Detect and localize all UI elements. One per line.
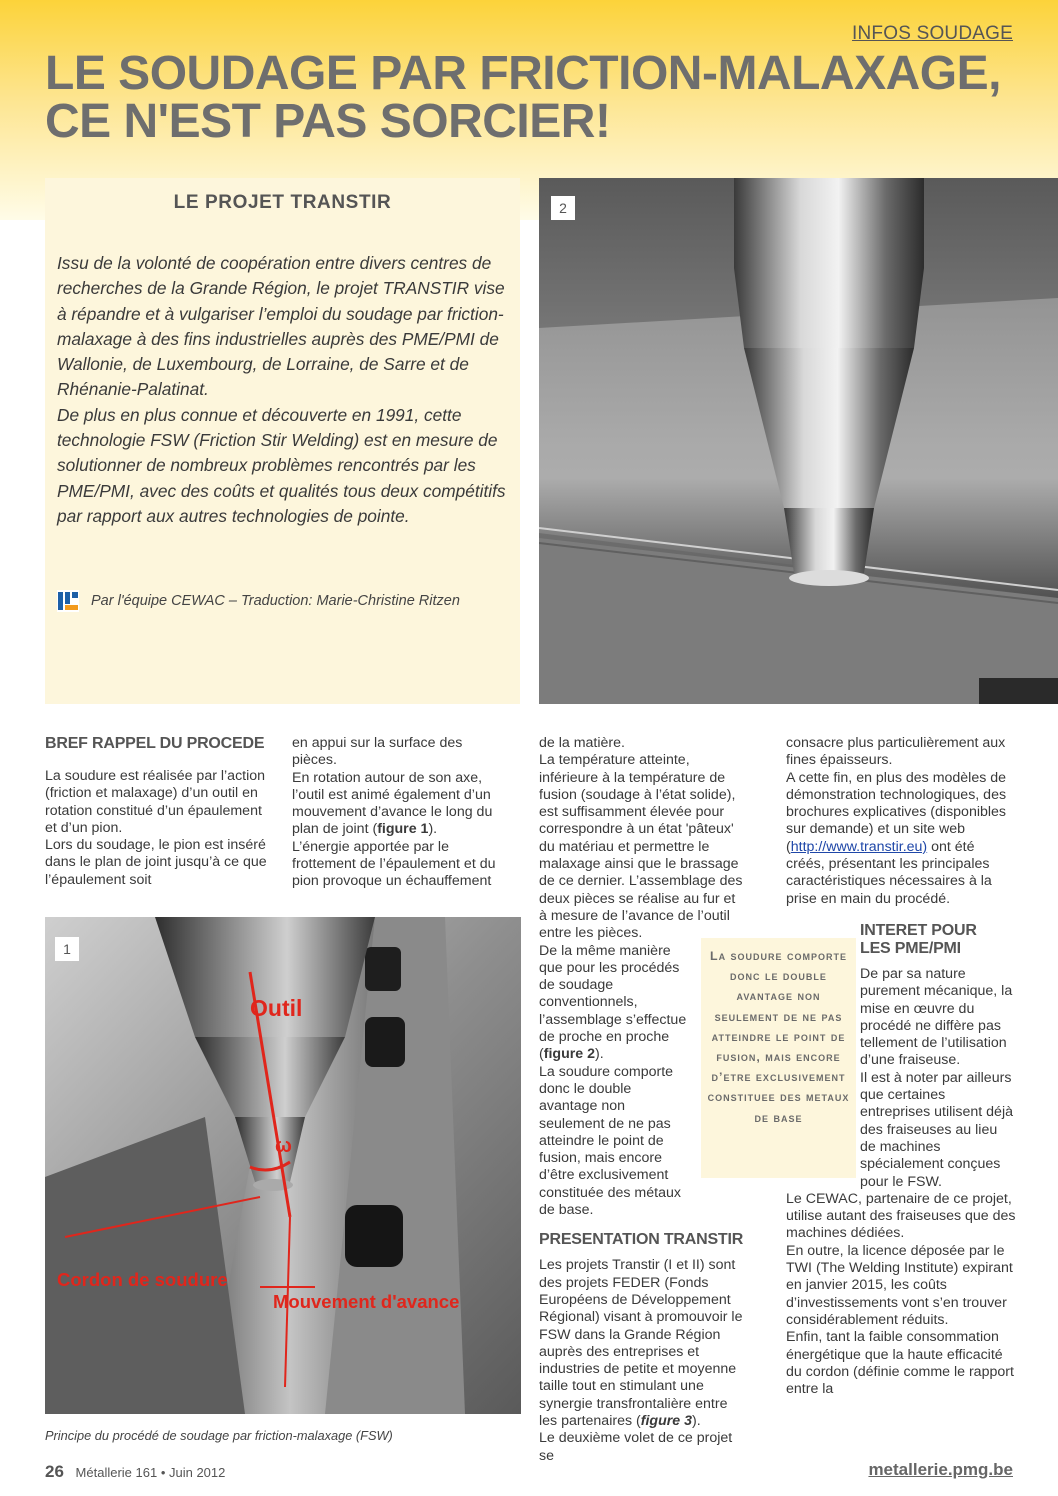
figure-1-ref[interactable]: figure 1 xyxy=(377,821,429,838)
heading-interet-pme: INTERET POUR LES PME/PMI xyxy=(860,921,977,957)
figure-2-number: 2 xyxy=(551,196,575,220)
col2-paragraph-2 xyxy=(292,770,510,839)
col4-paragraph-7: Enfin, tant la faible consommation énergétique que la haute efficacité du cordon (définie comme le rapport entre la xyxy=(786,1329,1014,1398)
column-2 xyxy=(292,735,510,891)
figure-2-photo xyxy=(539,178,1058,704)
label-mouvement-d-avance: Mouvement d'avance xyxy=(273,1291,460,1312)
box-title: LE PROJET TRANSTIR xyxy=(173,192,392,213)
heading-bref-rappel: BREF RAPPEL DU PROCEDE xyxy=(45,735,265,752)
col3-text-c: Les projets Transtir (I et II) sont des projets FEDER (Fonds Européens de Développement Régional) visant à promouvoir le FSW dans la Grande Région auprès des entreprises et industries de petite et moyenne taille tout en stimulant une synergie transfrontalière entre les partenaires ( xyxy=(539,1257,743,1429)
col2-paragraph-1: en appui sur la surface des pièces. xyxy=(292,735,463,769)
col1-paragraph-2: Lors du soudage, le pion est inséré dans le plan de joint jusqu’à ce que l’épaulement soit xyxy=(45,837,267,888)
label-cordon-de-soudure: Cordon de soudure xyxy=(57,1269,228,1290)
column-1 xyxy=(45,735,275,889)
page-number: 26 xyxy=(45,1462,64,1481)
col2-text-b: ). xyxy=(428,821,438,838)
col1-paragraph-1: La soudure est réalisée par l’action (friction et malaxage) d’un outil en rotation constitué d’un épaulement et d’un pion. xyxy=(45,768,266,836)
col4-paragraph-2 xyxy=(786,770,1016,908)
figure-3-ref[interactable]: figure 3 xyxy=(640,1412,692,1429)
col4-text-a: A cette fin, en plus des modèles de démonstration technologiques, des brochures explicatives (disponibles sur demande) et un site web ( xyxy=(786,769,1007,855)
label-outil: Outil xyxy=(250,995,303,1021)
figure-1-photo xyxy=(45,917,521,1414)
col3-text-d: ). xyxy=(691,1412,701,1429)
intro-paragraph-2: De plus en plus connue et découverte en 1991, cette technologie FSW (Friction Stir Welding) est en mesure de solutionner de nombreux problèmes rencontrés par les PME/PMI, avec des coûts et qualités tous deux compétitifs par rapport aux autres technologies de pointe. xyxy=(57,404,506,526)
col4-paragraph-4: Il est à noter par ailleurs que certaines entreprises utilisent déjà des fraiseuses au lieu de machines spécialement conçues pour le FSW. xyxy=(860,1069,1013,1190)
project-intro-box xyxy=(45,178,520,704)
byline-text: Par l'équipe CEWAC – Traduction: Marie-Christine Ritzen xyxy=(91,593,460,609)
figure-1-caption: Principe du procédé de soudage par friction-malaxage (FSW) xyxy=(45,1428,393,1443)
fsw-tool-closeup-image xyxy=(539,178,1058,704)
cewac-logo-icon xyxy=(57,590,79,612)
fsw-principle-image xyxy=(45,917,521,1414)
intro-text xyxy=(57,251,512,529)
section-tag[interactable]: INFOS SOUDAGE xyxy=(852,23,1013,44)
col4-text-b: ont été créés, présentant les principales caractéristiques nécessaires à la prise en main du procédé. xyxy=(786,838,992,907)
title-line-1: LE SOUDAGE PAR FRICTION-MALAXAGE, xyxy=(45,47,1001,100)
col3-text-b: ). xyxy=(594,1046,604,1063)
col4-paragraph-5: Le CEWAC, partenaire de ce projet, utilise autant des fraiseuses que des machines dédiées. xyxy=(786,1190,1016,1242)
figure-2-ref[interactable]: figure 2 xyxy=(543,1046,595,1063)
column-4 xyxy=(786,735,1016,1398)
col4-paragraph-6: En outre, la licence déposée par le TWI (The Welding Institute) expirant en janvier 2015, les coûts d’investissements vont s’en trouver considérablement réduits. xyxy=(786,1242,1013,1328)
col3-paragraph-5 xyxy=(539,1257,744,1430)
footer-left xyxy=(45,1462,225,1482)
col2-text-a: En rotation autour de son axe, l’outil est animé également d’un mouvement d’avance le long du plan de joint ( xyxy=(292,769,493,838)
label-omega: ω xyxy=(275,1135,292,1157)
figure-1-number: 1 xyxy=(55,937,79,961)
page-title xyxy=(45,47,1035,148)
col3-paragraph-1: de la matière. xyxy=(539,735,625,751)
issue-info: Métallerie 161 • Juin 2012 xyxy=(75,1465,226,1480)
col3-paragraph-2: La température atteinte, inférieure à la température de fusion (soudage à l’état solide), est suffisamment élevée pour correspondre à un état 'pâteux' du matériau et permettre le malaxage ainsi que le brassage de ce dernier. L’assemblage des deux pièces se réalise au fur et à mesure de l’avance de l’outil entre les pièces. xyxy=(539,752,743,942)
col4-paragraph-1: consacre plus particulièrement aux fines épaisseurs. xyxy=(786,735,1006,769)
col3-paragraph-3 xyxy=(539,943,691,1064)
col3-paragraph-6: Le deuxième volet de ce projet se xyxy=(539,1430,733,1464)
col4-paragraph-3: De par sa nature purement mécanique, la mise en œuvre du procédé ne diffère pas tellement de l’utilisation d’une fraiseuse. xyxy=(860,965,1013,1069)
footer-website-link[interactable]: metallerie.pmg.be xyxy=(868,1460,1013,1479)
intro-paragraph-1: Issu de la volonté de coopération entre divers centres de recherches de la Grande Région, le projet TRANSTIR vise à répandre et à vulgariser l’emploi du soudage par friction-malaxage à des fins industrielles auprès des PME/PMI de Wallonie, de Luxembourg, de Lorraine, de Sarre et de Rhénanie-Palatinat. xyxy=(57,253,505,400)
pull-quote-text: La soudure comporte donc le double avantage non seulement de ne pas atteindre le point de fusion, mais encore d’etre exclusivement constituee des metaux de base xyxy=(707,949,850,1125)
title-line-2: CE N'EST PAS SORCIER! xyxy=(45,95,611,148)
col3-paragraph-4: La soudure comporte donc le double avantage non seulement de ne pas atteindre le point de fusion, mais encore d’être exclusivement constituée des métaux de base. xyxy=(539,1063,681,1219)
transtir-website-link[interactable]: http://www.transtir.eu) xyxy=(790,838,928,855)
heading-presentation-transtir: PRESENTATION TRANSTIR xyxy=(539,1231,744,1249)
byline xyxy=(57,590,460,612)
col2-paragraph-3: L’énergie apportée par le frottement de l’épaulement et du pion provoque un échauffement xyxy=(292,838,496,890)
col3-text-a: De la même manière que pour les procédés de soudage conventionnels, l’assemblage s’effectue de proche en proche ( xyxy=(539,942,687,1063)
